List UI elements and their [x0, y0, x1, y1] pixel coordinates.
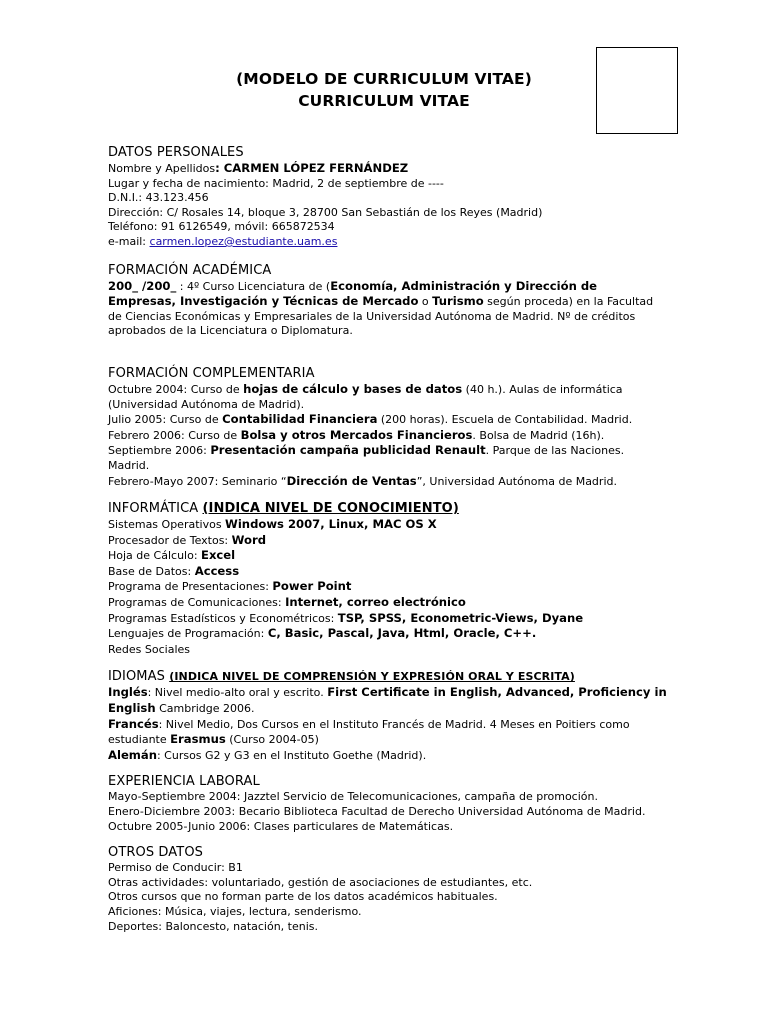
- academic-degrees: Economía, Administración y Dirección de Empresas, Investigación y Técnicas de Mercado: [108, 278, 598, 309]
- telefono-line: Teléfono: 91 6126549, móvil: 665872534: [108, 220, 335, 234]
- list-item: Permiso de Conducir: B1: [108, 861, 243, 875]
- section-idiomas: [108, 668, 668, 763]
- email-line: [108, 235, 668, 250]
- section-experiencia-laboral: [108, 773, 668, 834]
- cv-content: [108, 144, 668, 934]
- list-item: Julio 2005: Curso de Contabilidad Financiera (200 horas). Escuela de Contabilidad. Madrid.: [108, 412, 633, 427]
- section-formacion-complementaria: [108, 365, 668, 489]
- document-title: CURRICULUM VITAE: [298, 92, 470, 110]
- heading-formacion-complementaria: FORMACIÓN COMPLEMENTARIA: [108, 365, 315, 381]
- section-formacion-academica: [108, 262, 668, 339]
- list-item: Octubre 2005-Junio 2006: Clases particulares de Matemáticas.: [108, 819, 454, 833]
- list-item: Redes Sociales: [108, 642, 191, 656]
- email-label: e-mail:: [108, 234, 150, 248]
- list-item: Alemán: Cursos G2 y G3 en el Instituto Goethe (Madrid).: [108, 747, 427, 762]
- heading-informatica-note: (INDICA NIVEL DE CONOCIMIENTO): [202, 501, 459, 517]
- email-link[interactable]: carmen.lopez@estudiante.uam.es: [149, 234, 338, 248]
- heading-idiomas-note: (INDICA NIVEL DE COMPRENSIÓN Y EXPRESIÓN ORAL Y ESCRITA): [169, 670, 575, 684]
- heading-otros-datos: OTROS DATOS: [108, 845, 204, 861]
- academic-years: 200_ /200_: [108, 278, 177, 293]
- list-item: Hoja de Cálculo: Excel: [108, 548, 236, 563]
- heading-datos-personales: DATOS PERSONALES: [108, 145, 244, 160]
- list-item: Lenguajes de Programación: C, Basic, Pascal, Java, Html, Oracle, C++.: [108, 626, 537, 641]
- document-title-model: (MODELO DE CURRICULUM VITAE): [236, 70, 532, 88]
- list-item: Deportes: Baloncesto, natación, tenis.: [108, 919, 319, 933]
- list-item: Francés: Nivel Medio, Dos Cursos en el Instituto Francés de Madrid. 4 Meses en Poitiers como estudiante Erasmus (Curso 2004-05): [108, 716, 630, 747]
- list-item: Aficiones: Música, viajes, lectura, senderismo.: [108, 904, 362, 918]
- formacion-academica-text: [108, 279, 668, 339]
- direccion-line: Dirección: C/ Rosales 14, bloque 3, 28700 San Sebastián de los Reyes (Madrid): [108, 205, 543, 219]
- heading-formacion-academica: FORMACIÓN ACADÉMICA: [108, 262, 272, 278]
- list-item: Enero-Diciembre 2003: Becario Biblioteca Facultad de Derecho Universidad Autónoma de Madrid.: [108, 805, 646, 818]
- nombre-line: [108, 161, 668, 177]
- nombre-value: : CARMEN LÓPEZ FERNÁNDEZ: [215, 161, 409, 175]
- lugar-line: Lugar y fecha de nacimiento: Madrid, 2 de septiembre de ----: [108, 176, 444, 190]
- list-item: Mayo-Septiembre 2004: Jazztel Servicio de Telecomunicaciones, campaña de promoción.: [108, 790, 598, 804]
- heading-idiomas: [108, 668, 668, 685]
- list-item: Febrero-Mayo 2007: Seminario “Dirección de Ventas”, Universidad Autónoma de Madrid.: [108, 473, 617, 488]
- list-item: Programas de Comunicaciones: Internet, correo electrónico: [108, 595, 466, 610]
- academic-text-1: : 4º Curso Licenciatura de (: [176, 279, 331, 293]
- list-item: Procesador de Textos: Word: [108, 532, 266, 547]
- list-item: Febrero 2006: Curso de Bolsa y otros Mercados Financieros. Bolsa de Madrid (16h).: [108, 427, 605, 442]
- heading-informatica: [108, 500, 668, 517]
- dni-line: D.N.I.: 43.123.456: [108, 191, 209, 205]
- academic-degree-turismo: Turismo: [432, 294, 484, 309]
- list-item: Base de Datos: Access: [108, 563, 240, 578]
- nombre-label: Nombre y Apellidos: [108, 162, 216, 175]
- academic-text-3: según proceda) en la Facultad de Ciencias Económicas y Empresariales de la Universidad Autónoma de Madrid. Nº de créditos aprobados de la Licenciatura o Diplomatura.: [108, 295, 654, 338]
- list-item: Otras actividades: voluntariado, gestión de asociaciones de estudiantes, etc.: [108, 875, 533, 889]
- section-otros-datos: [108, 844, 668, 934]
- list-item: Inglés: Nivel medio-alto oral y escrito. First Certificate in English, Advanced, Proficiency in English Cambridge 2006.: [108, 685, 667, 716]
- list-item: Septiembre 2006: Presentación campaña publicidad Renault. Parque de las Naciones. Madrid.: [108, 443, 625, 472]
- list-item: Octubre 2004: Curso de hojas de cálculo y bases de datos (40 h.). Aulas de informática (Universidad Autónoma de Madrid).: [108, 381, 623, 411]
- list-item: Otros cursos que no forman parte de los datos académicos habituales.: [108, 890, 498, 904]
- academic-text-2: o: [418, 295, 433, 309]
- list-item: Programas Estadísticos y Econométricos: TSP, SPSS, Econometric-Views, Dyane: [108, 610, 584, 625]
- list-item: Programa de Presentaciones: Power Point: [108, 579, 352, 594]
- section-datos-personales: [108, 144, 668, 250]
- section-informatica: [108, 500, 668, 657]
- photo-placeholder-box: [596, 47, 678, 134]
- heading-idiomas-label: IDIOMAS: [108, 669, 170, 685]
- list-item: Sistemas Operativos Windows 2007, Linux, MAC OS X: [108, 517, 437, 532]
- heading-experiencia-laboral: EXPERIENCIA LABORAL: [108, 774, 260, 790]
- heading-informatica-label: INFORMÁTICA: [108, 501, 203, 517]
